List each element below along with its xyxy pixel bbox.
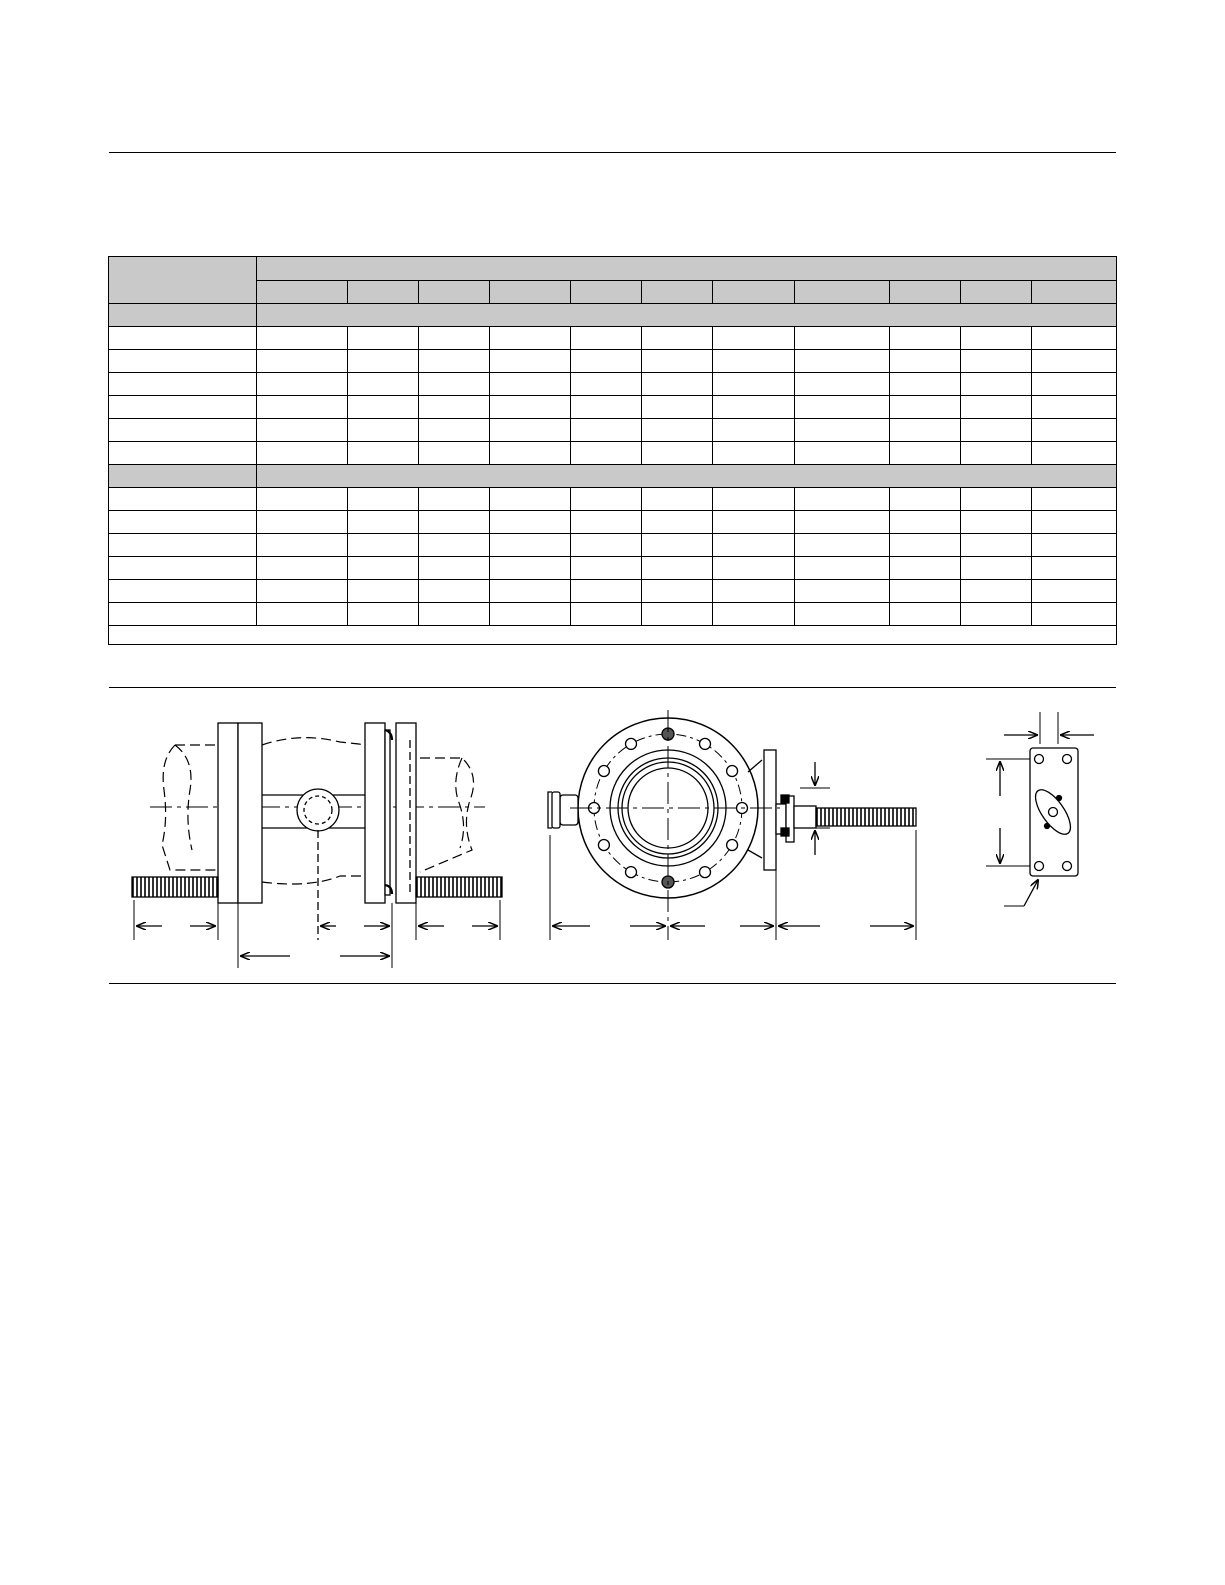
table-cell [1032, 396, 1117, 419]
table-cell [795, 557, 890, 580]
table-cell [642, 603, 713, 626]
table-cell [419, 419, 490, 442]
table-cell [571, 557, 642, 580]
table-row [109, 580, 1117, 603]
table-row [109, 488, 1117, 511]
table-cell [419, 534, 490, 557]
bolt-hole [598, 840, 609, 851]
table-cell [961, 557, 1032, 580]
table-cell [571, 442, 642, 465]
table-cell [795, 350, 890, 373]
table-cell [257, 488, 348, 511]
row-label [109, 534, 257, 557]
size-column-header [890, 281, 961, 304]
table-cell [1032, 419, 1117, 442]
section-title [109, 465, 257, 488]
table-note [109, 626, 1117, 645]
table-cell [890, 327, 961, 350]
table-cell [348, 327, 419, 350]
section-header-row [109, 304, 1117, 327]
table-cell [713, 327, 795, 350]
size-column-header [348, 281, 419, 304]
table-cell [713, 511, 795, 534]
table-cell [571, 603, 642, 626]
table-cell [795, 396, 890, 419]
table-cell [961, 580, 1032, 603]
figure-bottom-rule [109, 983, 1116, 984]
table-cell [713, 373, 795, 396]
table-cell [713, 419, 795, 442]
table-cell [419, 488, 490, 511]
table-cell [713, 488, 795, 511]
section-header-fill [257, 304, 1117, 327]
table-cell [642, 350, 713, 373]
row-label [109, 396, 257, 419]
table-cell [257, 350, 348, 373]
table-cell [795, 534, 890, 557]
mounting-pad-drawing [986, 712, 1094, 906]
row-label [109, 511, 257, 534]
table-cell [961, 327, 1032, 350]
table-cell [890, 557, 961, 580]
row-label [109, 373, 257, 396]
dimensions-table [108, 256, 1117, 645]
table-cell [348, 373, 419, 396]
size-column-header [257, 281, 348, 304]
row-label [109, 350, 257, 373]
row-label [109, 327, 257, 350]
table-cell [795, 373, 890, 396]
table-cell [571, 327, 642, 350]
table-cell [419, 557, 490, 580]
table-cell [419, 603, 490, 626]
table-row [109, 511, 1117, 534]
size-column-header [1032, 281, 1117, 304]
section-header-row [109, 465, 1117, 488]
bolt-hole [700, 738, 711, 749]
table-cell [642, 488, 713, 511]
table-cell [1032, 442, 1117, 465]
table-cell [795, 603, 890, 626]
table-cell [419, 327, 490, 350]
bolt-hole [626, 738, 637, 749]
table-row [109, 396, 1117, 419]
table-cell [1032, 603, 1117, 626]
table-cell [795, 511, 890, 534]
table-cell [713, 534, 795, 557]
size-column-header [571, 281, 642, 304]
side-view-drawing [132, 723, 502, 968]
table-cell [1032, 327, 1117, 350]
table-cell [419, 373, 490, 396]
table-row [109, 603, 1117, 626]
table-cell [348, 442, 419, 465]
table-row [109, 442, 1117, 465]
table-cell [490, 419, 571, 442]
table-cell [490, 442, 571, 465]
table-cell [642, 396, 713, 419]
table-row [109, 350, 1117, 373]
table-cell [961, 350, 1032, 373]
table-cell [490, 396, 571, 419]
table-cell [713, 557, 795, 580]
table-cell [795, 419, 890, 442]
table-cell [961, 442, 1032, 465]
table-cell [348, 396, 419, 419]
table-cell [713, 603, 795, 626]
size-column-header [961, 281, 1032, 304]
table-cell [1032, 511, 1117, 534]
table-cell [642, 511, 713, 534]
table-cell [490, 327, 571, 350]
table-cell [890, 534, 961, 557]
bolt-hole [598, 766, 609, 777]
table-cell [713, 580, 795, 603]
table-cell [348, 557, 419, 580]
row-label [109, 442, 257, 465]
table-cell [795, 327, 890, 350]
table-cell [348, 488, 419, 511]
table-cell [1032, 488, 1117, 511]
table-cell [795, 488, 890, 511]
size-columns-row [109, 281, 1117, 304]
table-cell [890, 419, 961, 442]
table-cell [348, 534, 419, 557]
table-cell [419, 396, 490, 419]
table-cell [419, 442, 490, 465]
table-cell [890, 396, 961, 419]
bolt-hole [727, 766, 738, 777]
table-cell [571, 511, 642, 534]
table-cell [642, 419, 713, 442]
table-cell [961, 511, 1032, 534]
table-cell [642, 557, 713, 580]
table-cell [490, 350, 571, 373]
table-cell [1032, 350, 1117, 373]
table-cell [961, 603, 1032, 626]
table-cell [490, 511, 571, 534]
table-cell [642, 580, 713, 603]
row-label [109, 419, 257, 442]
table-cell [642, 442, 713, 465]
table-cell [419, 511, 490, 534]
table-cell [490, 580, 571, 603]
table-cell [961, 534, 1032, 557]
table-cell [571, 419, 642, 442]
table-cell [571, 488, 642, 511]
table-cell [257, 557, 348, 580]
table-cell [257, 419, 348, 442]
table-cell [257, 373, 348, 396]
table-cell [713, 350, 795, 373]
header-rule [109, 152, 1116, 153]
table-cell [713, 396, 795, 419]
size-column-header [642, 281, 713, 304]
table-row [109, 534, 1117, 557]
table-cell [348, 603, 419, 626]
size-column-header [713, 281, 795, 304]
table-cell [257, 580, 348, 603]
table-cell [490, 603, 571, 626]
bolt-hole [727, 840, 738, 851]
size-column-header [795, 281, 890, 304]
bolt-hole [700, 867, 711, 878]
table-cell [490, 534, 571, 557]
table-cell [257, 442, 348, 465]
table-cell [348, 511, 419, 534]
table-cell [571, 396, 642, 419]
table-cell [961, 373, 1032, 396]
row-label [109, 580, 257, 603]
table-cell [490, 488, 571, 511]
table-cell [642, 327, 713, 350]
table-cell [490, 557, 571, 580]
figure-top-rule [109, 687, 1116, 688]
table-row [109, 327, 1117, 350]
section-header-fill [257, 465, 1117, 488]
table-cell [419, 350, 490, 373]
table-cell [571, 534, 642, 557]
table-cell [257, 327, 348, 350]
table-cell [890, 603, 961, 626]
table-cell [961, 396, 1032, 419]
table-header-label [109, 257, 257, 304]
table-cell [1032, 557, 1117, 580]
table-cell [348, 419, 419, 442]
table-cell [571, 373, 642, 396]
table-cell [890, 442, 961, 465]
bolt-hole [626, 867, 637, 878]
row-label [109, 488, 257, 511]
table-cell [257, 396, 348, 419]
table-cell [571, 350, 642, 373]
size-column-header [419, 281, 490, 304]
table-cell [1032, 580, 1117, 603]
row-label [109, 603, 257, 626]
table-cell [642, 373, 713, 396]
size-group-header [257, 257, 1117, 281]
table-row [109, 373, 1117, 396]
row-label [109, 557, 257, 580]
table-row [109, 557, 1117, 580]
table-cell [490, 373, 571, 396]
size-column-header [490, 281, 571, 304]
table-cell [257, 534, 348, 557]
table-cell [642, 534, 713, 557]
table-cell [795, 580, 890, 603]
table-cell [890, 373, 961, 396]
table-row [109, 419, 1117, 442]
table-cell [571, 580, 642, 603]
section-title [109, 304, 257, 327]
table-cell [890, 488, 961, 511]
table-cell [713, 442, 795, 465]
table-cell [795, 442, 890, 465]
table-cell [348, 350, 419, 373]
dimension-drawings [0, 700, 1225, 980]
table-cell [257, 511, 348, 534]
table-cell [1032, 534, 1117, 557]
end-view-drawing [548, 710, 916, 940]
table-cell [961, 488, 1032, 511]
table-cell [961, 419, 1032, 442]
table-cell [419, 580, 490, 603]
table-cell [1032, 373, 1117, 396]
table-cell [890, 350, 961, 373]
table-cell [348, 580, 419, 603]
table-cell [890, 580, 961, 603]
table-cell [890, 511, 961, 534]
table-cell [257, 603, 348, 626]
